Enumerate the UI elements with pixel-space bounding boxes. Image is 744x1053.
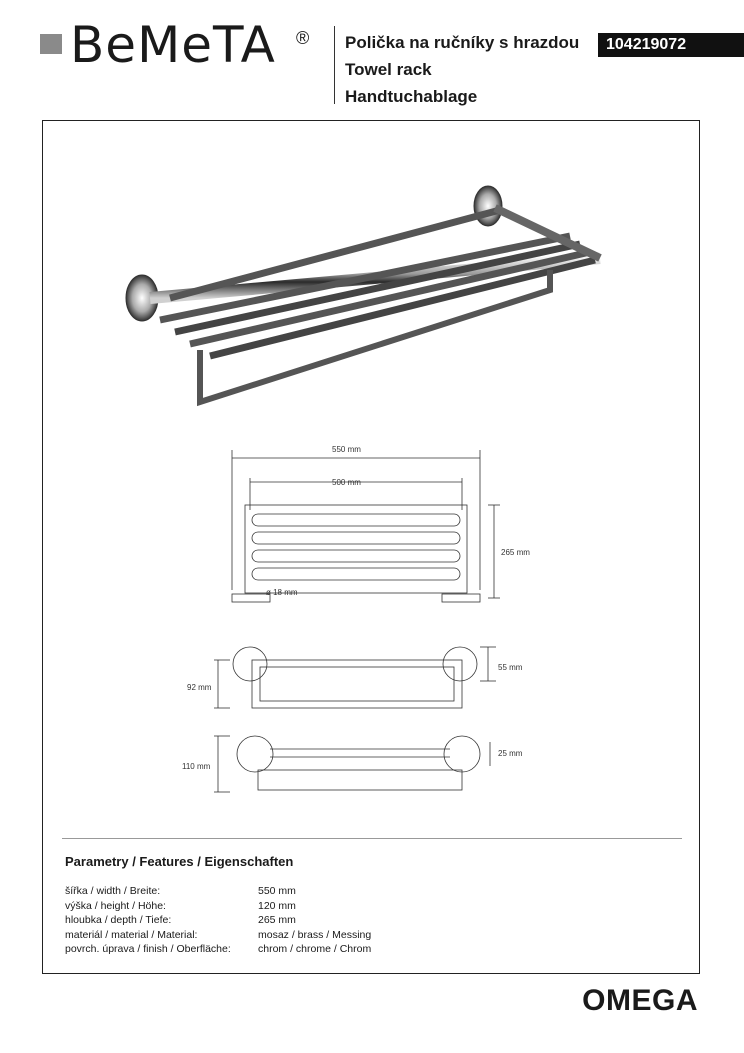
dim-550: 550 mm <box>332 445 361 454</box>
feature-row <box>65 884 371 899</box>
registered-mark: ® <box>296 28 310 48</box>
feature-value: chrom / chrome / Chrom <box>258 943 372 955</box>
feature-key: hloubka / depth / Tiefe: <box>65 914 172 926</box>
series-name: OMEGA <box>582 984 698 1017</box>
feature-row <box>65 942 371 957</box>
feature-key: materiál / material / Material: <box>65 928 198 941</box>
title-cz: Polička na ručníky s hrazdou <box>345 33 580 52</box>
dim-265: 265 mm <box>501 548 530 557</box>
product-titles <box>345 29 579 110</box>
feature-value: 265 mm <box>258 914 296 926</box>
product-code: 104219072 <box>598 33 744 57</box>
section-divider <box>62 838 682 839</box>
feature-key: výška / height / Höhe: <box>65 899 166 912</box>
header-divider <box>334 26 335 104</box>
feature-row <box>65 899 371 914</box>
feature-key: šířka / width / Breite: <box>65 885 161 897</box>
feature-row <box>65 928 371 943</box>
features-title: Parametry / Features / Eigenschaften <box>65 854 294 869</box>
dim-500: 500 mm <box>332 478 361 487</box>
feature-row <box>65 913 371 928</box>
logo-mark <box>40 34 62 54</box>
features-list <box>65 884 371 957</box>
dim-25: 25 mm <box>498 749 523 758</box>
product-photo <box>100 170 620 420</box>
dim-110: 110 mm <box>182 762 211 771</box>
brand-logo: BeMeTA <box>70 16 276 74</box>
dim-92: 92 mm <box>187 683 212 692</box>
technical-drawing <box>170 440 570 810</box>
feature-value: mosaz / brass / Messing <box>258 928 372 941</box>
feature-key: povrch. úprava / finish / Oberfläche: <box>65 943 231 955</box>
feature-value: 550 mm <box>258 885 296 897</box>
dim-55: 55 mm <box>498 663 523 672</box>
dim-diameter: ø 18 mm <box>266 588 298 597</box>
title-en: Towel rack <box>345 60 432 79</box>
title-de: Handtuchablage <box>345 87 478 106</box>
feature-value: 120 mm <box>258 899 296 912</box>
